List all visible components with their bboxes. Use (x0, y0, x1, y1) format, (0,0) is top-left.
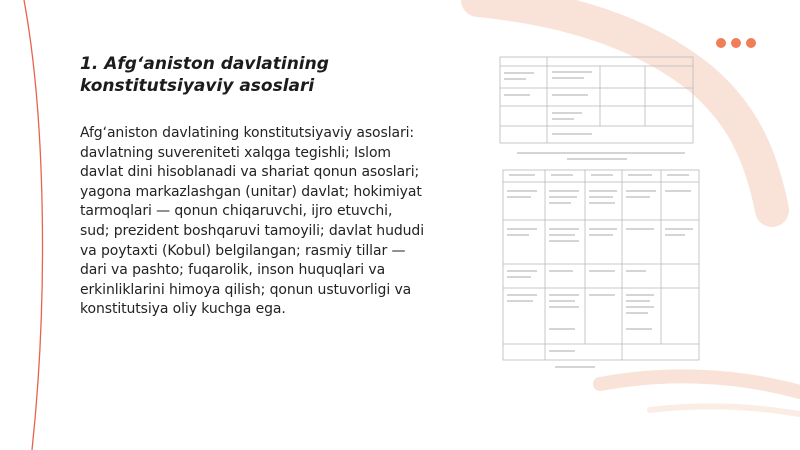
dot (716, 38, 726, 48)
slide-body: Afg‘aniston davlatining konstitutsiyaviy asoslari: davlatning suvereniteti xalqga tegishli; Islom davlat dini hisoblanadi va shariat qonun asoslari; yagona markazlashgan (unitar) davlat; hokimiyat tarmoqlari — qonun chiqaruvchi, ijro etuvchi, sud; prezident boshqaruvi tamoyili; davlat hududi va poytaxti (Kobul) belgilangan; rasmiy tillar — dari va pashto; fuqarolik, inson huquqlari va erkinliklarini himoya qilish; qonun ustuvorligi va konstitutsiya oliy kuchga ega. (80, 125, 424, 318)
dot (731, 38, 741, 48)
scanned-document-image (495, 52, 705, 374)
more-dots-icon[interactable] (716, 38, 756, 48)
dot (746, 38, 756, 48)
left-curve-line (24, 0, 42, 450)
decor-arc-bottom (600, 376, 800, 392)
slide-title: 1. Afg‘aniston davlatining konstitutsiyaviy asoslari (80, 54, 329, 96)
decor-arc-bottom-tail (650, 407, 800, 414)
